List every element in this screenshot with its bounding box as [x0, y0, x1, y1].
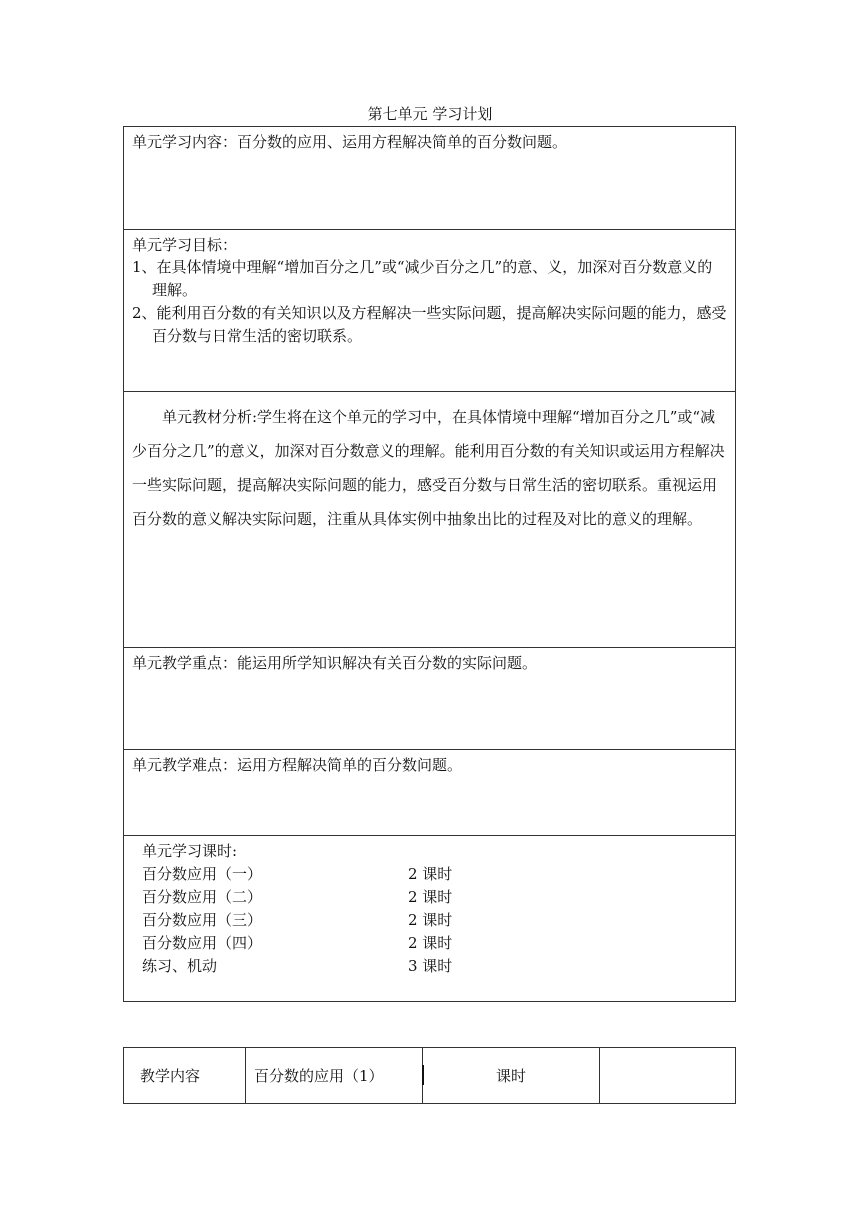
key-points-cell: [124, 647, 735, 749]
hour-row-count: 2 课时: [408, 865, 453, 883]
hour-row-name: 百分数应用（二）: [142, 888, 263, 906]
lesson-table: [123, 1047, 736, 1104]
analysis-cell: [124, 391, 735, 647]
lesson-value: 百分数的应用（1）: [254, 1067, 384, 1085]
hour-row: [132, 886, 727, 909]
difficulties-text: 单元教学难点：运用方程解决简单的百分数问题。: [132, 756, 463, 774]
key-points-text: 单元教学重点：能运用所学知识解决有关百分数的实际问题。: [132, 654, 538, 672]
document-title: 第七单元 学习计划: [367, 105, 493, 123]
hour-row: [132, 955, 727, 978]
hour-row: [132, 932, 727, 955]
hour-row-name: 练习、机动: [142, 957, 218, 975]
goal-item: 1、在具体情境中理解“增加百分之几”或“减少百分之几”的意、义，加深对百分数意义的理解。: [132, 258, 713, 299]
hour-row-name: 百分数应用（四）: [142, 934, 263, 952]
content-text: 单元学习内容：百分数的应用、运用方程解决简单的百分数问题。: [132, 133, 568, 151]
lesson-hours-label-cell: [423, 1048, 600, 1103]
hour-row: [132, 863, 727, 886]
hours-cell: [124, 835, 735, 1001]
goals-list: [132, 256, 727, 348]
text-cursor: [422, 1065, 424, 1085]
hours-heading: 单元学习课时:: [142, 842, 238, 860]
difficulties-cell: [124, 749, 735, 835]
hour-row-count: 2 课时: [408, 911, 453, 929]
hour-row-count: 2 课时: [408, 934, 453, 952]
lesson-label: 教学内容: [140, 1067, 201, 1085]
hour-row-name: 百分数应用（一）: [142, 865, 263, 883]
analysis-text: 单元教材分析:学生将在这个单元的学习中，在具体情境中理解“增加百分之几”或“减少百分之几”的意义，加深对百分数意义的理解。能利用百分数的有关知识或运用方程解决一些实际问题，提高解决实际问题的能力，感受百分数与日常生活的密切联系。重视运用百分数的意义解决实际问题，注重从具体实例中抽象出比的过程及对比的意义的理解。: [132, 408, 725, 528]
unit-plan-table: [123, 126, 736, 1002]
hour-row: [132, 909, 727, 932]
lesson-hours-label: 课时: [495, 1067, 526, 1085]
goals-cell: [124, 229, 735, 391]
lesson-label-cell: [124, 1048, 246, 1103]
goals-heading: 单元学习目标：: [132, 236, 238, 254]
lesson-hours-value-cell[interactable]: [600, 1048, 735, 1103]
lesson-value-cell[interactable]: [246, 1048, 423, 1103]
goal-item: 2、能利用百分数的有关知识以及方程解决一些实际问题，提高解决实际问题的能力，感受百分数与日常生活的密切联系。: [132, 304, 727, 345]
hour-row-name: 百分数应用（三）: [142, 911, 263, 929]
hour-row-count: 2 课时: [408, 888, 453, 906]
content-cell: [124, 127, 735, 229]
hour-row-count: 3 课时: [408, 957, 453, 975]
